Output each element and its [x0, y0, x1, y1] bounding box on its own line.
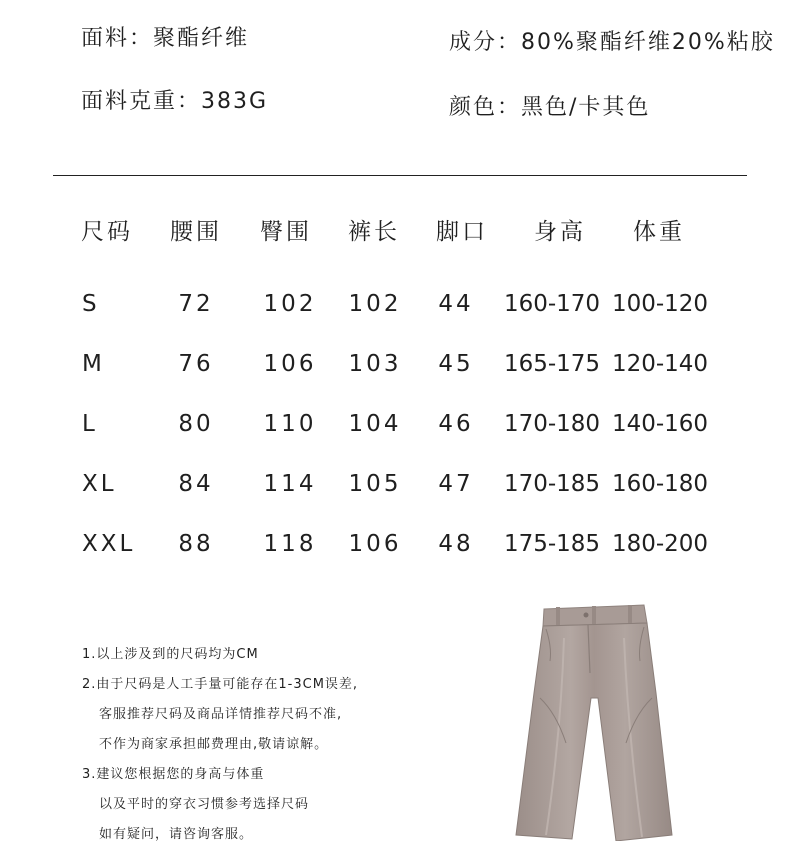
cell-waist: 88	[178, 531, 214, 557]
cell-size: S	[82, 291, 100, 317]
cell-weight: 160-180	[611, 471, 709, 497]
pants-icon	[506, 603, 682, 841]
cell-length: 106	[348, 531, 402, 557]
spec-fabric: 面料：聚酯纤维	[81, 26, 250, 51]
belt-loop	[628, 605, 632, 623]
cell-waist: 80	[178, 411, 214, 437]
header-size: 尺码	[81, 219, 133, 245]
cell-height: 170-180	[503, 411, 601, 437]
cell-hip: 110	[263, 411, 317, 437]
note-line: 1.以上涉及到的尺码均为CM	[82, 647, 259, 662]
cell-size: M	[82, 351, 105, 377]
notes	[82, 640, 358, 850]
cell-hip: 118	[263, 531, 317, 557]
cell-hip: 114	[263, 471, 317, 497]
cell-hem: 47	[438, 471, 474, 497]
header-weight: 体重	[633, 219, 685, 245]
note-line: 如有疑问，请咨询客服。	[99, 827, 254, 842]
belt-loop	[556, 607, 560, 625]
cell-hem: 48	[438, 531, 474, 557]
cell-length: 102	[348, 291, 402, 317]
button	[584, 613, 589, 618]
cell-length: 104	[348, 411, 402, 437]
cell-waist: 76	[178, 351, 214, 377]
note-line: 不作为商家承担邮费理由,敬请谅解。	[99, 737, 329, 752]
spec-composition: 成分：80%聚酯纤维20%粘胶	[449, 30, 775, 55]
cell-weight: 140-160	[611, 411, 709, 437]
cell-height: 165-175	[503, 351, 601, 377]
spec-fabric-weight: 面料克重：383G	[81, 89, 269, 114]
cell-weight: 100-120	[611, 291, 709, 317]
cell-waist: 72	[178, 291, 214, 317]
belt-loop	[592, 606, 596, 624]
note-line: 3.建议您根据您的身高与体重	[82, 767, 265, 782]
cell-hem: 46	[438, 411, 474, 437]
cell-size: XXL	[82, 531, 136, 557]
cell-height: 175-185	[503, 531, 601, 557]
header-hem: 脚口	[436, 219, 488, 245]
header-length: 裤长	[348, 219, 400, 245]
cell-size: L	[82, 411, 98, 437]
cell-hip: 102	[263, 291, 317, 317]
cell-length: 103	[348, 351, 402, 377]
cell-hem: 44	[438, 291, 474, 317]
note-line: 客服推荐尺码及商品详情推荐尺码不准,	[99, 707, 343, 722]
cell-height: 170-185	[503, 471, 601, 497]
cell-size: XL	[82, 471, 117, 497]
cell-hem: 45	[438, 351, 474, 377]
cell-hip: 106	[263, 351, 317, 377]
header-height: 身高	[534, 219, 586, 245]
cell-weight: 120-140	[611, 351, 709, 377]
note-line: 2.由于尺码是人工手量可能存在1-3CM误差,	[82, 677, 359, 692]
note-line: 以及平时的穿衣习惯参考选择尺码	[99, 797, 310, 812]
cell-weight: 180-200	[611, 531, 709, 557]
cell-waist: 84	[178, 471, 214, 497]
header-waist: 腰围	[170, 219, 222, 245]
cell-height: 160-170	[503, 291, 601, 317]
header-hip: 臀围	[260, 219, 312, 245]
spec-color: 颜色：黑色/卡其色	[449, 95, 651, 120]
pants-body	[516, 623, 672, 841]
cell-length: 105	[348, 471, 402, 497]
product-image-pants	[506, 603, 682, 841]
